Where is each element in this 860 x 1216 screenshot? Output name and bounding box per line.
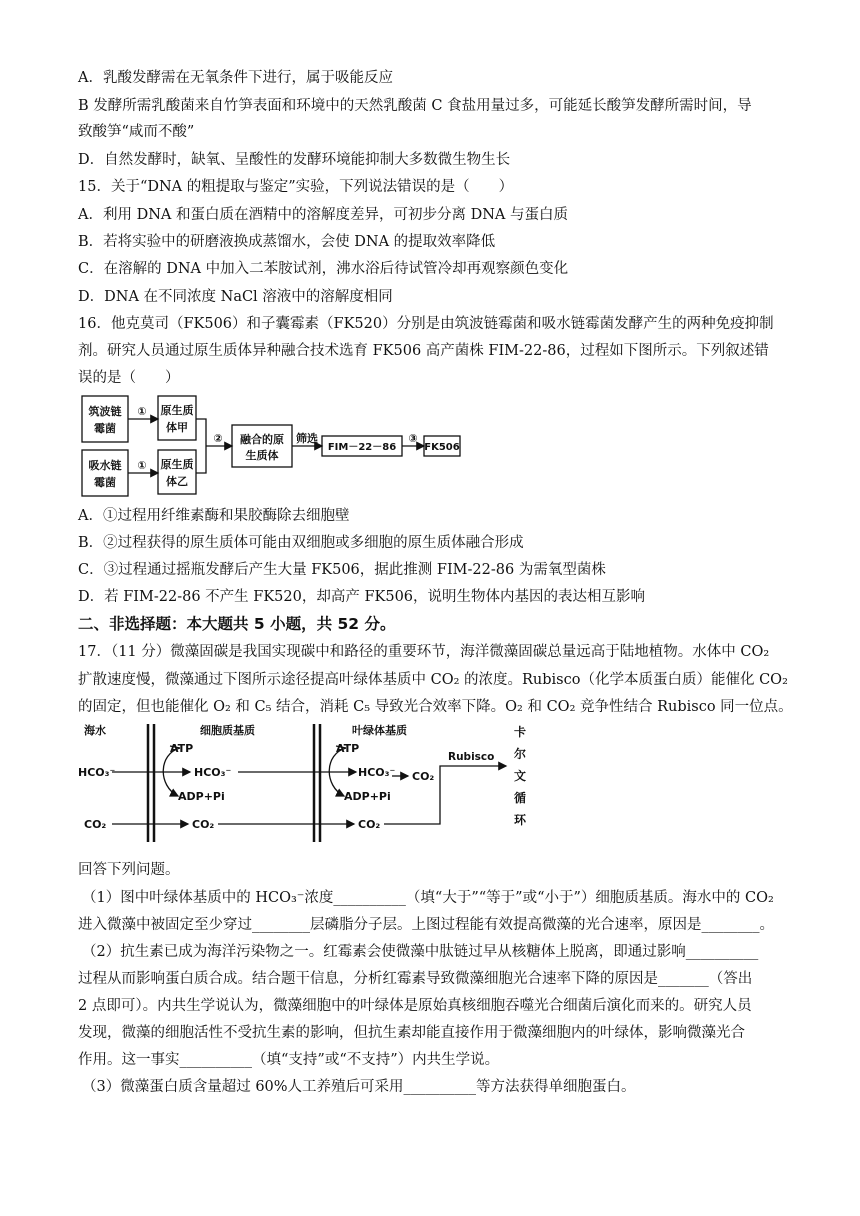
q15-option-d: D．DNA 在不同浓度 NaCl 溶液中的溶解度相同	[78, 289, 393, 305]
q17-part2-line1: （2）抗生素已成为海洋污染物之一。红霉素会使微藻中肽链过早从核糖体上脱离，即通过影响__________	[82, 944, 759, 960]
q16-stem-line3: 误的是（ ）	[78, 370, 180, 386]
q17-prompt: 回答下列问题。	[78, 862, 180, 878]
box-tsukubaensis	[82, 396, 128, 442]
protoplast-b-line2: 体乙	[166, 475, 188, 488]
calvin-char-5: 环	[513, 813, 527, 827]
protoplast-b-line1: 原生质	[160, 458, 194, 471]
protoplast-a-line2: 体甲	[166, 421, 188, 434]
q17-part1-line2: 进入微藻中被固定至少穿过________层磷脂分子层。上图过程能有效提高微藻的光合速率，原因是________。	[78, 917, 774, 933]
q17-stem-line2: 扩散速度慢，微藻通过下图所示途径提高叶绿体基质中 CO₂ 的浓度。Rubisco（化学本质蛋白质）能催化 CO₂	[78, 672, 788, 688]
q14-option-a: A．乳酸发酵需在无氧条件下进行，属于吸能反应	[78, 70, 393, 86]
calvin-char-4: 循	[513, 791, 527, 805]
q14-option-d: D．自然发酵时，缺氧、呈酸性的发酵环境能抑制大多数微生物生长	[78, 152, 511, 168]
q17-part2-line2: 过程从而影响蛋白质合成。结合题干信息，分析红霉素导致微藻细胞光合速率下降的原因是_______（答出	[78, 971, 753, 987]
strain-label: FIM－22－86	[327, 442, 397, 453]
section-2-heading: 二、非选择题：本大题共 5 小题，共 52 分。	[78, 615, 396, 633]
q16-option-b: B．②过程获得的原生质体可能由双细胞或多细胞的原生质体融合形成	[78, 535, 524, 551]
fused-line1: 融合的原	[240, 433, 284, 446]
step1-bottom-label: ①	[137, 459, 147, 472]
hco3-cytoplasm: HCO₃⁻	[194, 766, 232, 779]
cytoplasm-label: 细胞质基质	[200, 724, 255, 737]
q15-option-c: C．在溶解的 DNA 中加入二苯胺试剂，沸水浴后待试管冷却再观察颜色变化	[78, 261, 569, 277]
adp-label-1: ADP+Pi	[178, 790, 225, 803]
co2-stroma-upper: CO₂	[412, 770, 435, 783]
q14-option-bc-cont: 致酸笋“咸而不酸”	[78, 124, 195, 140]
q17-co2-pathway-diagram	[78, 722, 538, 852]
q17-part3: （3）微藻蛋白质含量超过 60%人工养殖后可采用__________等方法获得单细胞蛋白。	[82, 1079, 636, 1095]
fused-line2: 生质体	[245, 449, 279, 462]
product-label: FK506	[424, 442, 460, 453]
adp-label-2: ADP+Pi	[344, 790, 391, 803]
hco3-seawater: HCO₃⁻	[78, 766, 116, 779]
q17-part2-line5: 作用。这一事实__________（填“支持”或“不支持”）内共生学说。	[78, 1052, 500, 1068]
atp-label-1: ATP	[170, 742, 194, 755]
step2-label: ②	[213, 432, 223, 445]
q15-stem: 15．关于“DNA 的粗提取与鉴定”实验，下列说法错误的是（ ）	[78, 179, 514, 195]
calvin-char-3: 文	[513, 769, 527, 783]
q16-option-a: A．①过程用纤维素酶和果胶酶除去细胞壁	[78, 508, 350, 524]
step3-label: ③	[408, 432, 418, 445]
hco3-stroma: HCO₃⁻	[358, 766, 396, 779]
q16-flow-diagram	[78, 392, 478, 500]
q15-option-a: A．利用 DNA 和蛋白质在酒精中的溶解度差异，可初步分离 DNA 与蛋白质	[78, 207, 568, 223]
box1-label-line1: 筑波链	[88, 405, 122, 418]
q16-option-c: C．③过程通过摇瓶发酵后产生大量 FK506，据此推测 FIM-22-86 为需氧型菌株	[78, 562, 606, 578]
co2-cytoplasm: CO₂	[192, 818, 215, 831]
box1-label-line2: 霉菌	[94, 422, 116, 435]
q16-stem-line1: 16．他克莫司（FK506）和子囊霉素（FK520）分别是由筑波链霉菌和吸水链霉菌发酵产生的两种免疫抑制	[78, 316, 774, 332]
step1-top-label: ①	[137, 405, 147, 418]
q16-option-d: D．若 FIM-22-86 不产生 FK520，却高产 FK506，说明生物体内基因的表达相互影响	[78, 589, 646, 605]
q16-stem-line2: 剂。研究人员通过原生质体异种融合技术选育 FK506 高产菌株 FIM-22-86，过程如下图所示。下列叙述错	[78, 343, 769, 359]
stroma-label: 叶绿体基质	[352, 724, 407, 737]
protoplast-a-line1: 原生质	[160, 404, 194, 417]
rubisco-label: Rubisco	[448, 751, 495, 763]
q17-part2-line4: 发现，微藻的细胞活性不受抗生素的影响，但抗生素却能直接作用于微藻细胞内的叶绿体，影响微藻光合	[78, 1025, 745, 1041]
atp-label-2: ATP	[336, 742, 360, 755]
box2-label-line2: 霉菌	[94, 476, 116, 489]
co2-seawater: CO₂	[84, 818, 107, 831]
q17-stem-line1: 17．（11 分）微藻固碳是我国实现碳中和路径的重要环节，海洋微藻固碳总量远高于陆地植物。水体中 CO₂	[78, 644, 770, 660]
q15-option-b: B．若将实验中的研磨液换成蒸馏水，会使 DNA 的提取效率降低	[78, 234, 496, 250]
box2-label-line1: 吸水链	[88, 459, 122, 472]
calvin-char-1: 卡	[513, 725, 527, 739]
seawater-label: 海水	[84, 724, 106, 737]
q17-part1-line1: （1）图中叶绿体基质中的 HCO₃⁻浓度__________（填“大于”“等于”或“小于”）细胞质基质。海水中的 CO₂	[82, 890, 774, 906]
q17-part2-line3: 2 点即可）。内共生学说认为，微藻细胞中的叶绿体是原始真核细胞吞噬光合细菌后演化而来的。研究人员	[78, 998, 752, 1014]
screen-label: 筛选	[296, 432, 318, 445]
calvin-char-2: 尔	[513, 747, 527, 761]
box-hygroscopicus	[82, 450, 128, 496]
q14-option-bc: B 发酵所需乳酸菌来自竹笋表面和环境中的天然乳酸菌 C 食盐用量过多，可能延长酸笋发酵所需时间，导	[78, 98, 752, 114]
q17-stem-line3: 的固定，但也能催化 O₂ 和 C₅ 结合，消耗 C₅ 导致光合效率下降。O₂ 和 CO₂ 竞争性结合 Rubisco 同一位点。	[78, 699, 793, 715]
co2-stroma-lower: CO₂	[358, 818, 381, 831]
